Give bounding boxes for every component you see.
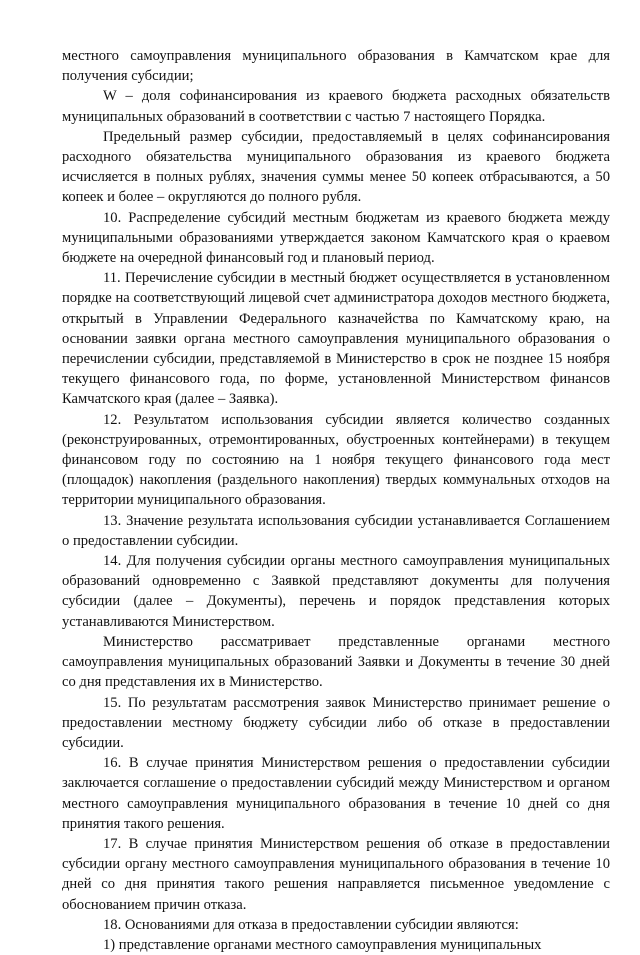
paragraph-17: 17. В случае принятия Министерством решения об отказе в предоставлении субсидии органу местного самоуправления муниципального образования в течение 10 дней со дня принятия такого решения направляется письменное уведомление с обоснованием причин отказа.	[62, 835, 610, 913]
paragraph-18-item-1: 1) представление органами местного самоуправления муниципальных	[103, 936, 542, 953]
paragraph-10: 10. Распределение субсидий местным бюджетам из краевого бюджета между муниципальными образованиями утверждается законом Камчатского края о краевом бюджете на очередной финансовый год и плановый период.	[62, 209, 610, 267]
paragraph-12: 12. Результатом использования субсидии является количество созданных (реконструированных, отремонтированных, обустроенных контейнерами) в текущем финансовом году по состоянию на 1 ноября текущего финансового года мест (площадок) накопления (раздельного накопления) твердых коммунальных отходов на территории муниципального образования.	[62, 411, 610, 509]
paragraph-15: 15. По результатам рассмотрения заявок Министерство принимает решение о предоставлении местному бюджету субсидии либо об отказе в предоставлении субсидии.	[62, 694, 610, 751]
paragraph-max-subsidy: Предельный размер субсидии, предоставляемый в целях софинансирования расходного обязательства муниципального образования из краевого бюджета исчисляется в полных рублях, значения суммы менее 50 копеек отбрасываются, а 50 копеек и более – округляются до полного рубля.	[62, 128, 610, 206]
paragraph-14-review: Министерство рассматривает представленные органами местного самоуправления муниципальных образований Заявки и Документы в течение 30 дней со дня представления их в Министерство.	[62, 633, 610, 691]
document-page	[62, 46, 610, 955]
paragraph-w-definition: W – доля софинансирования из краевого бюджета расходных обязательств муниципальных образований в соответствии с частью 7 настоящего Порядка.	[62, 88, 610, 125]
paragraph-18: 18. Основаниями для отказа в предоставлении субсидии являются:	[103, 916, 519, 933]
paragraph-16: 16. В случае принятия Министерством решения о предоставлении субсидии заключается соглашение о предоставлении субсидий между Министерством и органом местного самоуправления муниципального образования в течение 10 дней со дня принятия такого решения.	[62, 755, 610, 832]
paragraph-14: 14. Для получения субсидии органы местного самоуправления муниципальных образований одновременно с Заявкой представляют документы для получения субсидии (далее – Документы), перечень и порядок представления которых устанавливаются Министерством.	[62, 553, 610, 630]
paragraph-13: 13. Значение результата использования субсидии устанавливается Соглашением о предоставлении субсидии.	[62, 512, 610, 549]
paragraph-continuation: местного самоуправления муниципального образования в Камчатском крае для получения субсидии;	[62, 48, 610, 85]
paragraph-11: 11. Перечисление субсидии в местный бюджет осуществляется в установленном порядке на соответствующий лицевой счет администратора доходов местного бюджета, открытый в Управлении Федерального казначейства по Камчатскому краю, на основании заявки органа местного самоуправления муниципального образования о перечислении субсидии, представляемой в Министерство в срок не позднее 15 ноября текущего финансового года, по форме, установленной Министерством финансов Камчатского края (далее – Заявка).	[62, 270, 610, 408]
